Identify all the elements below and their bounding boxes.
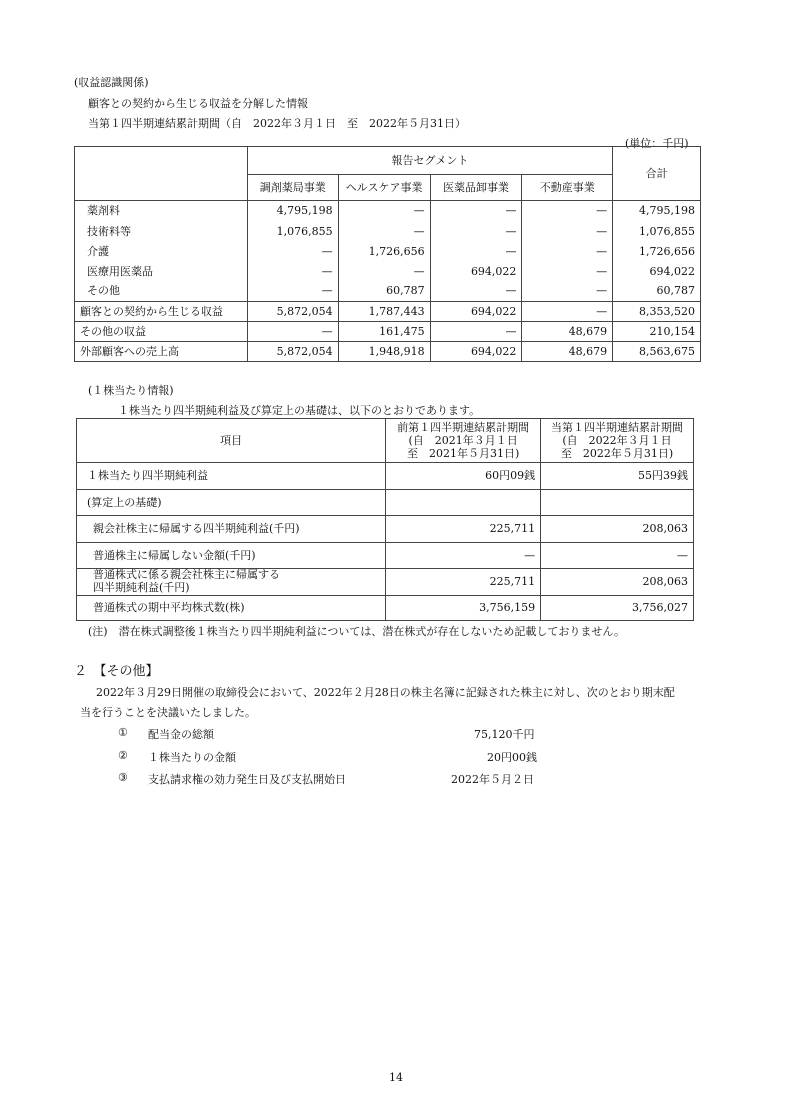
eps-col-item: 項目 [77, 419, 386, 463]
revenue-table [74, 146, 701, 362]
row-label: 薬剤料 [75, 201, 248, 222]
cell-value: 55円39銭 [541, 463, 694, 490]
table-row [77, 490, 694, 516]
cell-value: — [430, 222, 522, 242]
cell-value: — [522, 242, 613, 262]
row-label: (算定上の基礎) [77, 490, 386, 516]
cell-value: — [338, 222, 430, 242]
row-label: 外部顧客への売上高 [75, 342, 248, 362]
other-section-heading: ２ 【その他】 [74, 664, 159, 679]
item-label: １株当たりの金額 [148, 751, 236, 764]
cell-value: 5,872,054 [247, 342, 338, 362]
table-row [75, 282, 701, 302]
cell-value: — [522, 201, 613, 222]
item-number: ① [118, 726, 128, 739]
table-row [77, 596, 694, 621]
segment-group-header: 報告セグメント [247, 147, 612, 175]
table-row [77, 516, 694, 543]
table-row [75, 342, 701, 362]
cell-value: 4,795,198 [247, 201, 338, 222]
table-row [77, 569, 694, 596]
table-row [77, 463, 694, 490]
revenue-section-heading: (収益認識関係) [74, 76, 149, 89]
cell-value: 48,679 [522, 342, 613, 362]
cell-value: 208,063 [541, 516, 694, 543]
cell-value: 60,787 [613, 282, 701, 302]
cell-value: 694,022 [430, 302, 522, 322]
row-label-line: 四半期純利益(千円) [93, 581, 190, 594]
cell-value: — [522, 222, 613, 242]
table-row [75, 302, 701, 322]
cell-value: 225,711 [386, 516, 541, 543]
row-label: 顧客との契約から生じる収益 [75, 302, 248, 322]
cell-value: 1,726,656 [338, 242, 430, 262]
cell-value: 1,787,443 [338, 302, 430, 322]
item-label: 配当金の総額 [148, 728, 214, 741]
cell-value: 1,948,918 [338, 342, 430, 362]
cell-value: 225,711 [386, 569, 541, 596]
cell-value [386, 490, 541, 516]
cell-value: 694,022 [430, 262, 522, 282]
cell-value: — [430, 242, 522, 262]
column-header: ヘルスケア事業 [338, 175, 430, 201]
row-label: １株当たり四半期純利益 [77, 463, 386, 490]
cell-value: 1,726,656 [613, 242, 701, 262]
cell-value: 694,022 [430, 342, 522, 362]
column-header: 不動産事業 [522, 175, 613, 201]
eps-note: (注) 潜在株式調整後１株当たり四半期純利益については、潜在株式が存在しないため記載しておりません。 [88, 625, 626, 638]
cell-value: 60,787 [338, 282, 430, 302]
cell-value: — [338, 201, 430, 222]
item-value: 2022年５月２日 [451, 773, 534, 786]
cell-value: 4,795,198 [613, 201, 701, 222]
other-paragraph-line2: 当を行うことを決議いたしました。 [80, 706, 256, 719]
cell-value: 694,022 [613, 262, 701, 282]
cell-value: — [522, 302, 613, 322]
row-label: その他の収益 [75, 322, 248, 342]
cell-value: 1,076,855 [613, 222, 701, 242]
eps-col-curr-line: (自 2022年３月１日 [562, 433, 672, 447]
cell-value: — [541, 543, 694, 569]
cell-value: — [430, 282, 522, 302]
cell-value: — [247, 242, 338, 262]
cell-value: 161,475 [338, 322, 430, 342]
eps-col-prev-line: 前第１四半期連結累計期間 [397, 420, 530, 434]
eps-table [76, 418, 694, 621]
total-header: 合計 [613, 147, 701, 201]
cell-value: 3,756,159 [386, 596, 541, 621]
cell-value: 48,679 [522, 322, 613, 342]
other-paragraph-line1: 2022年３月29日開催の取締役会において、2022年２月28日の株主名簿に記録された株主に対し、次のとおり期末配 [96, 686, 675, 699]
cell-value: 210,154 [613, 322, 701, 342]
cell-value: — [522, 282, 613, 302]
cell-value: — [247, 282, 338, 302]
cell-value: — [247, 322, 338, 342]
cell-value: 8,353,520 [613, 302, 701, 322]
revenue-unit: (単位：千円) [625, 137, 689, 150]
column-header: 調剤薬局事業 [247, 175, 338, 201]
item-number: ③ [118, 771, 128, 784]
cell-value: 5,872,054 [247, 302, 338, 322]
item-value: 75,120千円 [474, 728, 535, 741]
row-label: 医療用医薬品 [75, 262, 248, 282]
page-number: 14 [389, 1071, 403, 1084]
revenue-period: 当第１四半期連結累計期間（自 2022年３月１日 至 2022年５月31日） [88, 117, 466, 130]
row-label: その他 [75, 282, 248, 302]
revenue-header-blank [75, 147, 248, 201]
cell-value: — [430, 322, 522, 342]
table-row [75, 322, 701, 342]
table-row [77, 543, 694, 569]
table-row [75, 242, 701, 262]
cell-value: 208,063 [541, 569, 694, 596]
eps-col-curr-line: 当第１四半期連結累計期間 [551, 420, 684, 434]
row-label-line: 普通株式に係る親会社株主に帰属する [93, 568, 280, 582]
item-number: ② [118, 749, 128, 762]
item-label: 支払請求権の効力発生日及び支払開始日 [148, 773, 346, 786]
table-row [75, 201, 701, 222]
revenue-subheading: 顧客との契約から生じる収益を分解した情報 [88, 97, 308, 110]
cell-value: — [386, 543, 541, 569]
eps-col-prev [386, 419, 541, 463]
cell-value [541, 490, 694, 516]
cell-value: — [338, 262, 430, 282]
row-label: 普通株主に帰属しない金額(千円) [77, 543, 386, 569]
row-label: 親会社株主に帰属する四半期純利益(千円) [77, 516, 386, 543]
column-header: 医薬品卸事業 [430, 175, 522, 201]
row-label [77, 569, 386, 596]
eps-col-prev-line: 至 2021年５月31日) [406, 447, 520, 461]
cell-value: 3,756,027 [541, 596, 694, 621]
cell-value: 8,563,675 [613, 342, 701, 362]
cell-value: 1,076,855 [247, 222, 338, 242]
table-row [75, 262, 701, 282]
row-label: 介護 [75, 242, 248, 262]
eps-section-heading: (１株当たり情報) [88, 384, 174, 397]
eps-col-curr [541, 419, 694, 463]
cell-value: — [430, 201, 522, 222]
cell-value: — [247, 262, 338, 282]
cell-value: 60円09銭 [386, 463, 541, 490]
table-row [75, 222, 701, 242]
cell-value: — [522, 262, 613, 282]
eps-col-curr-line: 至 2022年５月31日) [560, 447, 674, 461]
item-value: 20円00銭 [487, 751, 537, 764]
row-label: 普通株式の期中平均株式数(株) [77, 596, 386, 621]
eps-intro: １株当たり四半期純利益及び算定上の基礎は、以下のとおりであります。 [118, 404, 481, 417]
eps-col-prev-line: (自 2021年３月１日 [408, 433, 518, 447]
row-label: 技術料等 [75, 222, 248, 242]
